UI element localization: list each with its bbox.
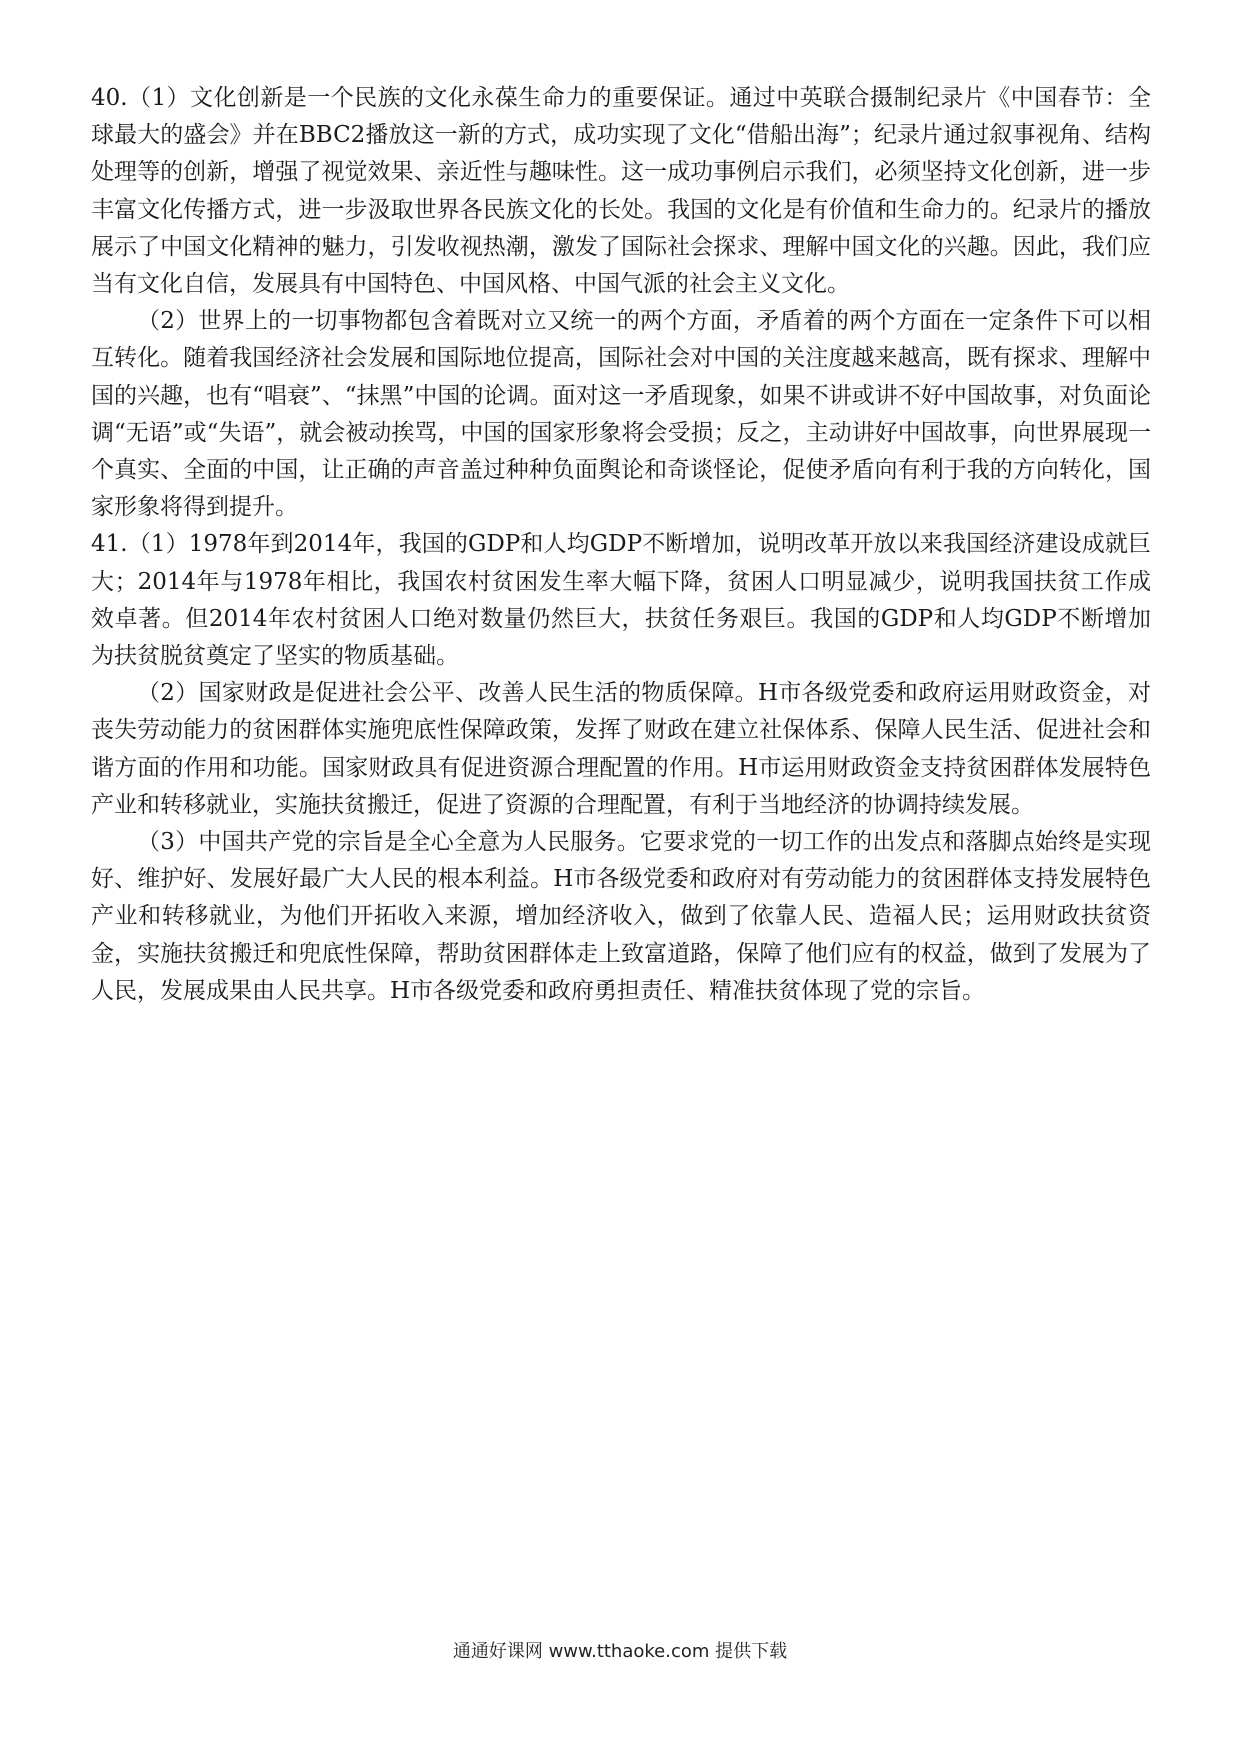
answer-40-part-2: （2）世界上的一切事物都包含着既对立又统一的两个方面，矛盾着的两个方面在一定条件下可以相互转化。随着我国经济社会发展和国际地位提高，国际社会对中国的关注度越来越高，既有探求、理解中国的兴趣，也有“唱衰”、“抹黑”中国的论调。面对这一矛盾现象，如果不讲或讲不好中国故事，对负面论调“无语”或“失语”，就会被动挨骂，中国的国家形象将会受损；反之，主动讲好中国故事，向世界展现一个真实、全面的中国，让正确的声音盖过种种负面舆论和奇谈怪论，促使矛盾向有利于我的方向转化，国家形象将得到提升。 <box>91 308 1151 521</box>
page-footer: 通通好课网 www.tthaoke.com 提供下载 <box>452 1641 788 1662</box>
answer-41-part-2: （2）国家财政是促进社会公平、改善人民生活的物质保障。H市各级党委和政府运用财政资金，对丧失劳动能力的贫困群体实施兜底性保障政策，发挥了财政在建立社保体系、保障人民生活、促进社会和谐方面的作用和功能。国家财政具有促进资源合理配置的作用。H市运用财政资金支持贫困群体发展特色产业和转移就业，实施扶贫搬迁，促进了资源的合理配置，有利于当地经济的协调持续发展。 <box>91 680 1151 818</box>
answer-document <box>91 80 1151 1010</box>
answer-40-part-1: 40.（1）文化创新是一个民族的文化永葆生命力的重要保证。通过中英联合摄制纪录片《中国春节：全球最大的盛会》并在BBC2播放这一新的方式，成功实现了文化“借船出海”；纪录片通过叙事视角、结构处理等的创新，增强了视觉效果、亲近性与趣味性。这一成功事例启示我们，必须坚持文化创新，进一步丰富文化传播方式，进一步汲取世界各民族文化的长处。我国的文化是有价值和生命力的。纪录片的播放展示了中国文化精神的魅力，引发收视热潮，激发了国际社会探求、理解中国文化的兴趣。因此，我们应当有文化自信，发展具有中国特色、中国风格、中国气派的社会主义文化。 <box>91 85 1151 298</box>
answer-41-part-1: 41.（1）1978年到2014年，我国的GDP和人均GDP不断增加，说明改革开放以来我国经济建设成就巨大；2014年与1978年相比，我国农村贫困发生率大幅下降，贫困人口明显减少，说明我国扶贫工作成效卓著。但2014年农村贫困人口绝对数量仍然巨大，扶贫任务艰巨。我国的GDP和人均GDP不断增加为扶贫脱贫奠定了坚实的物质基础。 <box>91 531 1151 670</box>
answer-41-part-3: （3）中国共产党的宗旨是全心全意为人民服务。它要求党的一切工作的出发点和落脚点始终是实现好、维护好、发展好最广大人民的根本利益。H市各级党委和政府对有劳动能力的贫困群体支持发展特色产业和转移就业，为他们开拓收入来源，增加经济收入，做到了依靠人民、造福人民；运用财政扶贫资金，实施扶贫搬迁和兜底性保障，帮助贫困群体走上致富道路，保障了他们应有的权益，做到了发展为了人民，发展成果由人民共享。H市各级党委和政府勇担责任、精准扶贫体现了党的宗旨。 <box>91 829 1151 1004</box>
